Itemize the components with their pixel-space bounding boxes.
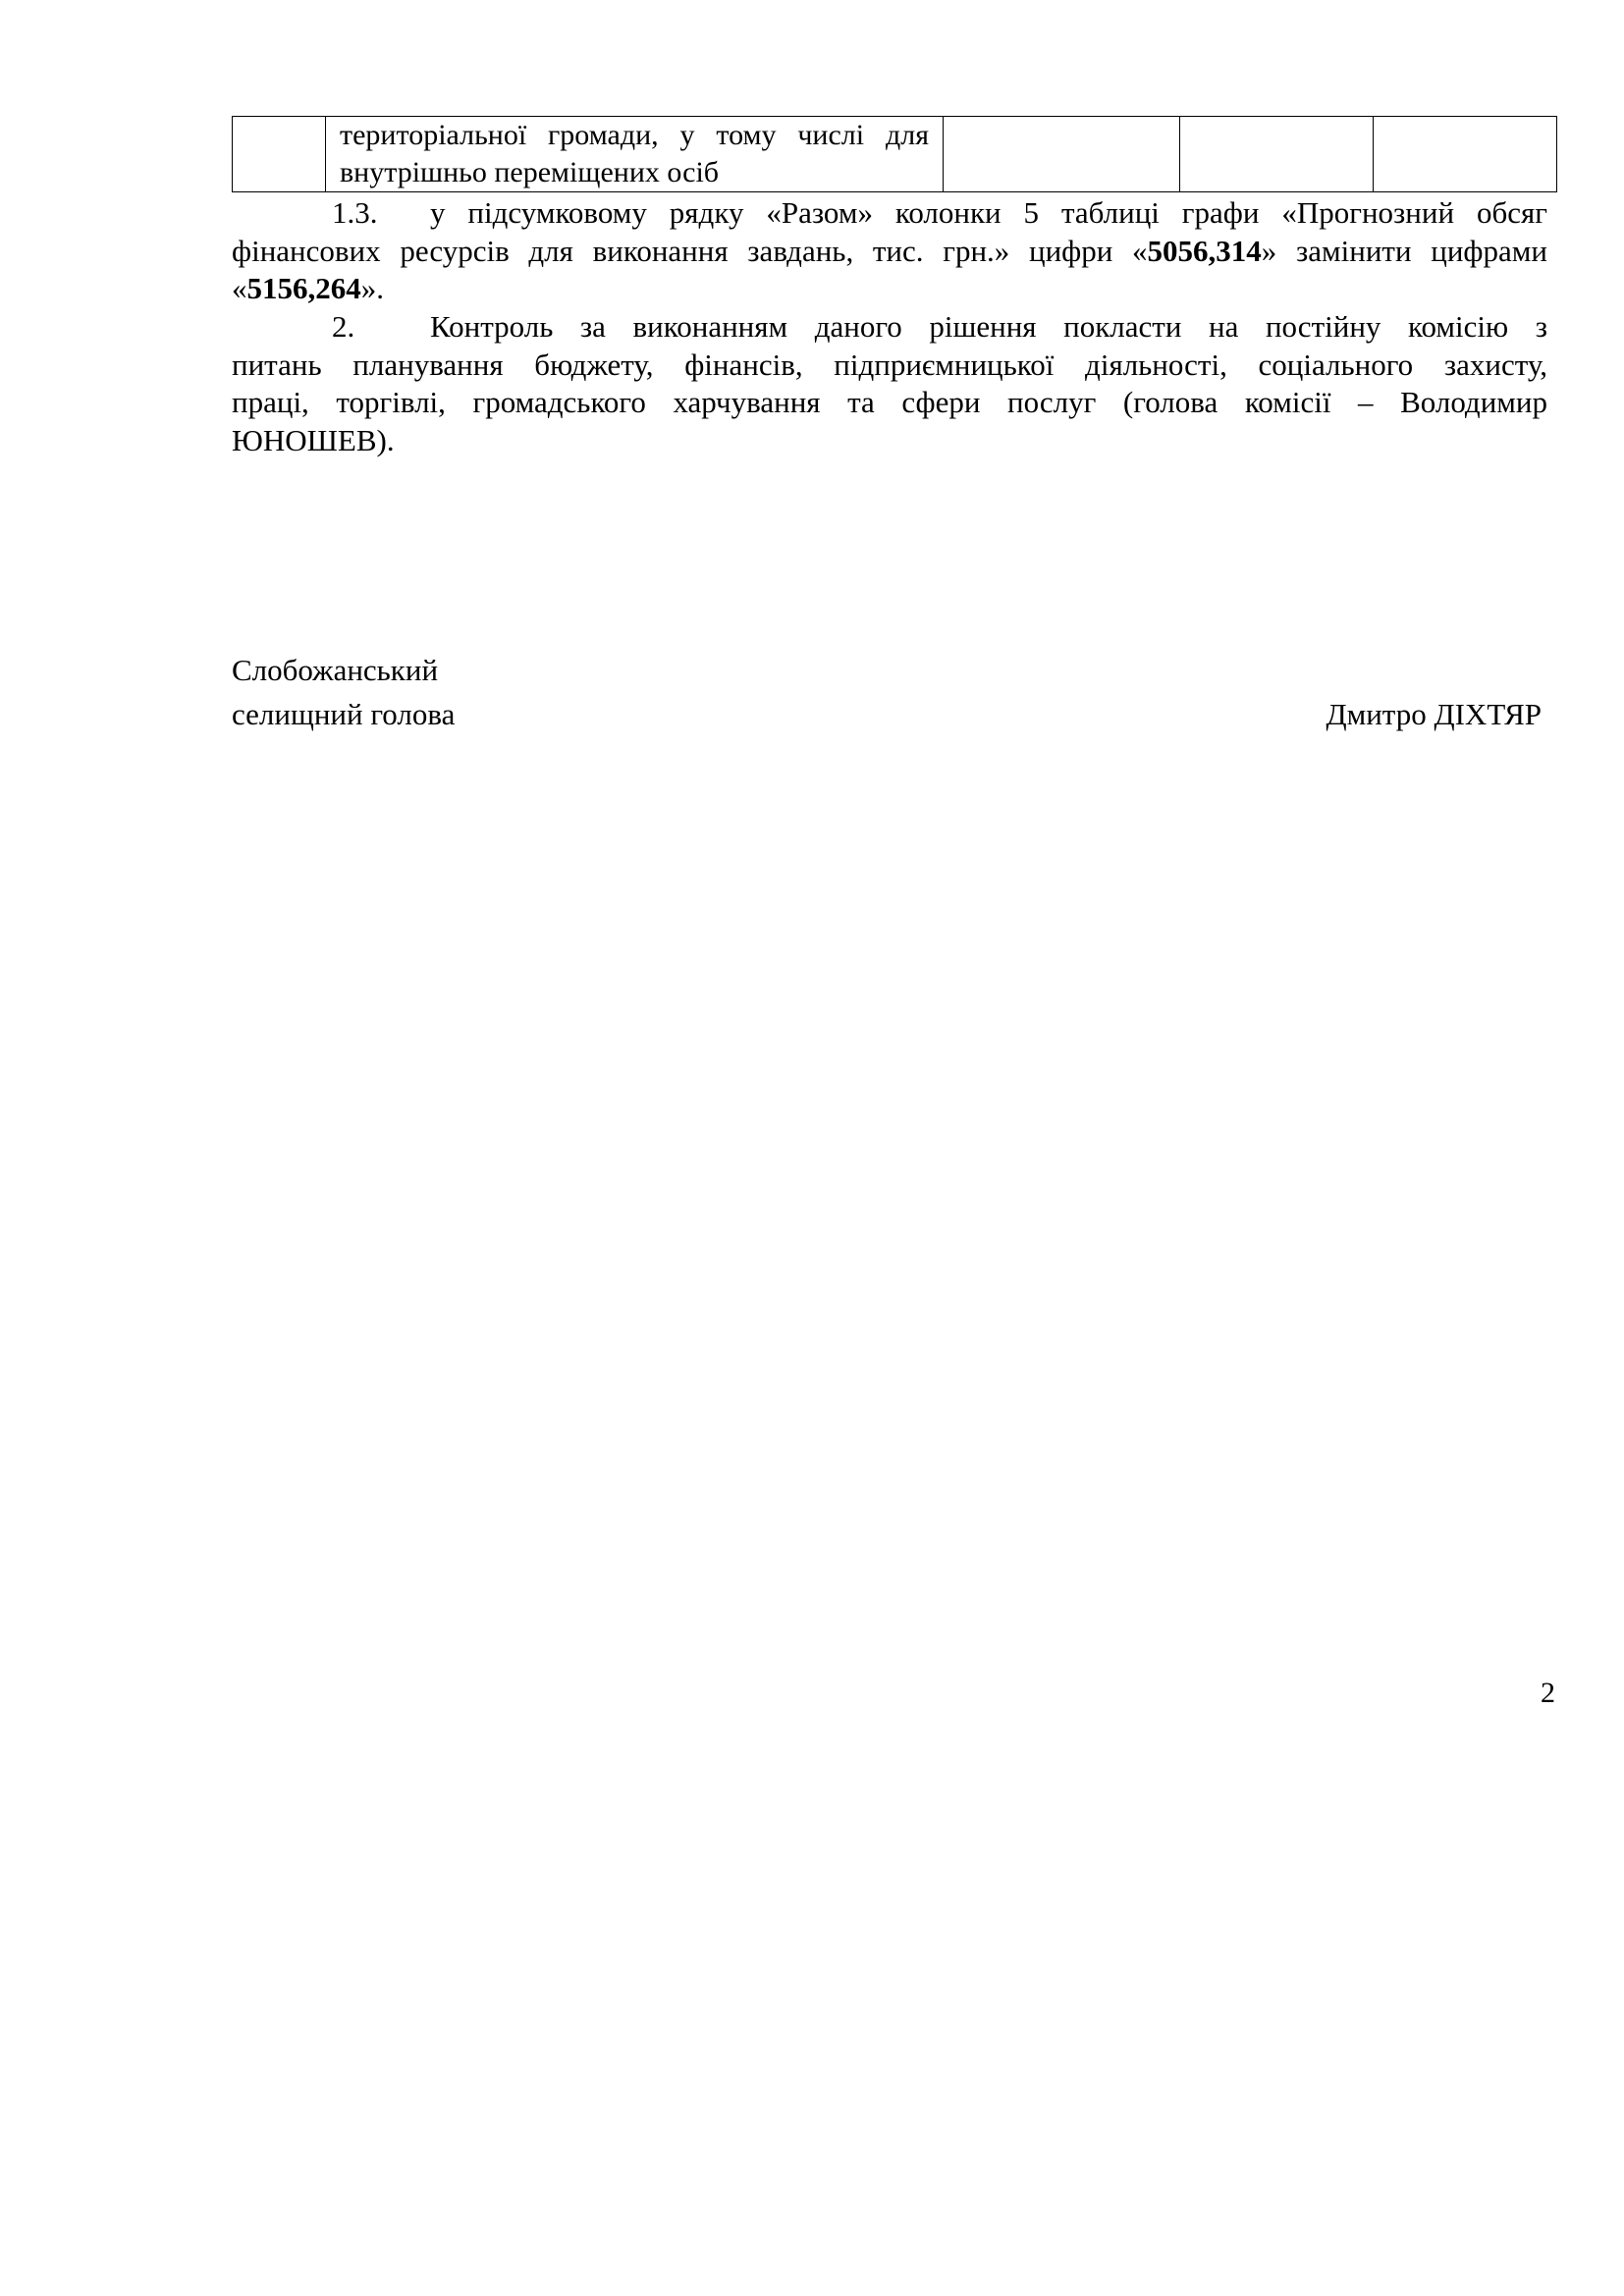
paragraph-item-2 [232, 308, 1547, 459]
line-text: » замінити цифрами [1261, 233, 1547, 268]
paragraph-line: ЮНОШЕВ). [232, 422, 395, 457]
page-number: 2 [1541, 1677, 1555, 1709]
signature-title-line: селищний голова [232, 697, 456, 731]
cell-text-line: територіальної громади, у тому числі для [340, 119, 929, 151]
item-number: 2. [332, 309, 355, 344]
paragraph-line [232, 308, 1547, 347]
table-cell-description [326, 117, 944, 192]
table-cell-empty [944, 117, 1180, 192]
table-cell-empty [1374, 117, 1557, 192]
signature-name: Дмитро ДІХТЯР [1326, 697, 1542, 731]
line-text: Контроль за виконанням даного рішення покласти на постійну комісію з [430, 309, 1547, 344]
table-row [233, 117, 1557, 192]
item-number: 1.3. [332, 195, 378, 230]
line-text: фінансових ресурсів для виконання завдань, тис. грн.» цифри « [232, 233, 1148, 268]
paragraph-line: питань планування бюджету, фінансів, підприємницької діяльності, соціального захисту, [232, 347, 1547, 382]
signature-title-line: Слобожанський [232, 653, 439, 687]
paragraph-line [232, 270, 1547, 308]
paragraph-line [232, 194, 1547, 233]
new-value: 5156,264 [246, 271, 361, 305]
signature-title [232, 648, 455, 736]
table-cell-number [233, 117, 326, 192]
paragraph-line: праці, торгівлі, громадського харчування та сфери послуг (голова комісії – Володимир [232, 385, 1547, 419]
paragraph-line [232, 233, 1547, 271]
table-fragment [232, 116, 1557, 192]
paragraph-item-1-3 [232, 194, 1547, 308]
line-text: « [232, 271, 247, 305]
line-text: ». [360, 271, 384, 305]
table-cell-empty [1180, 117, 1374, 192]
cell-text-line: внутрішньо переміщених осіб [340, 156, 720, 188]
line-text: у підсумковому рядку «Разом» колонки 5 таблиці графи «Прогнозний обсяг [430, 195, 1547, 230]
old-value: 5056,314 [1147, 233, 1262, 268]
